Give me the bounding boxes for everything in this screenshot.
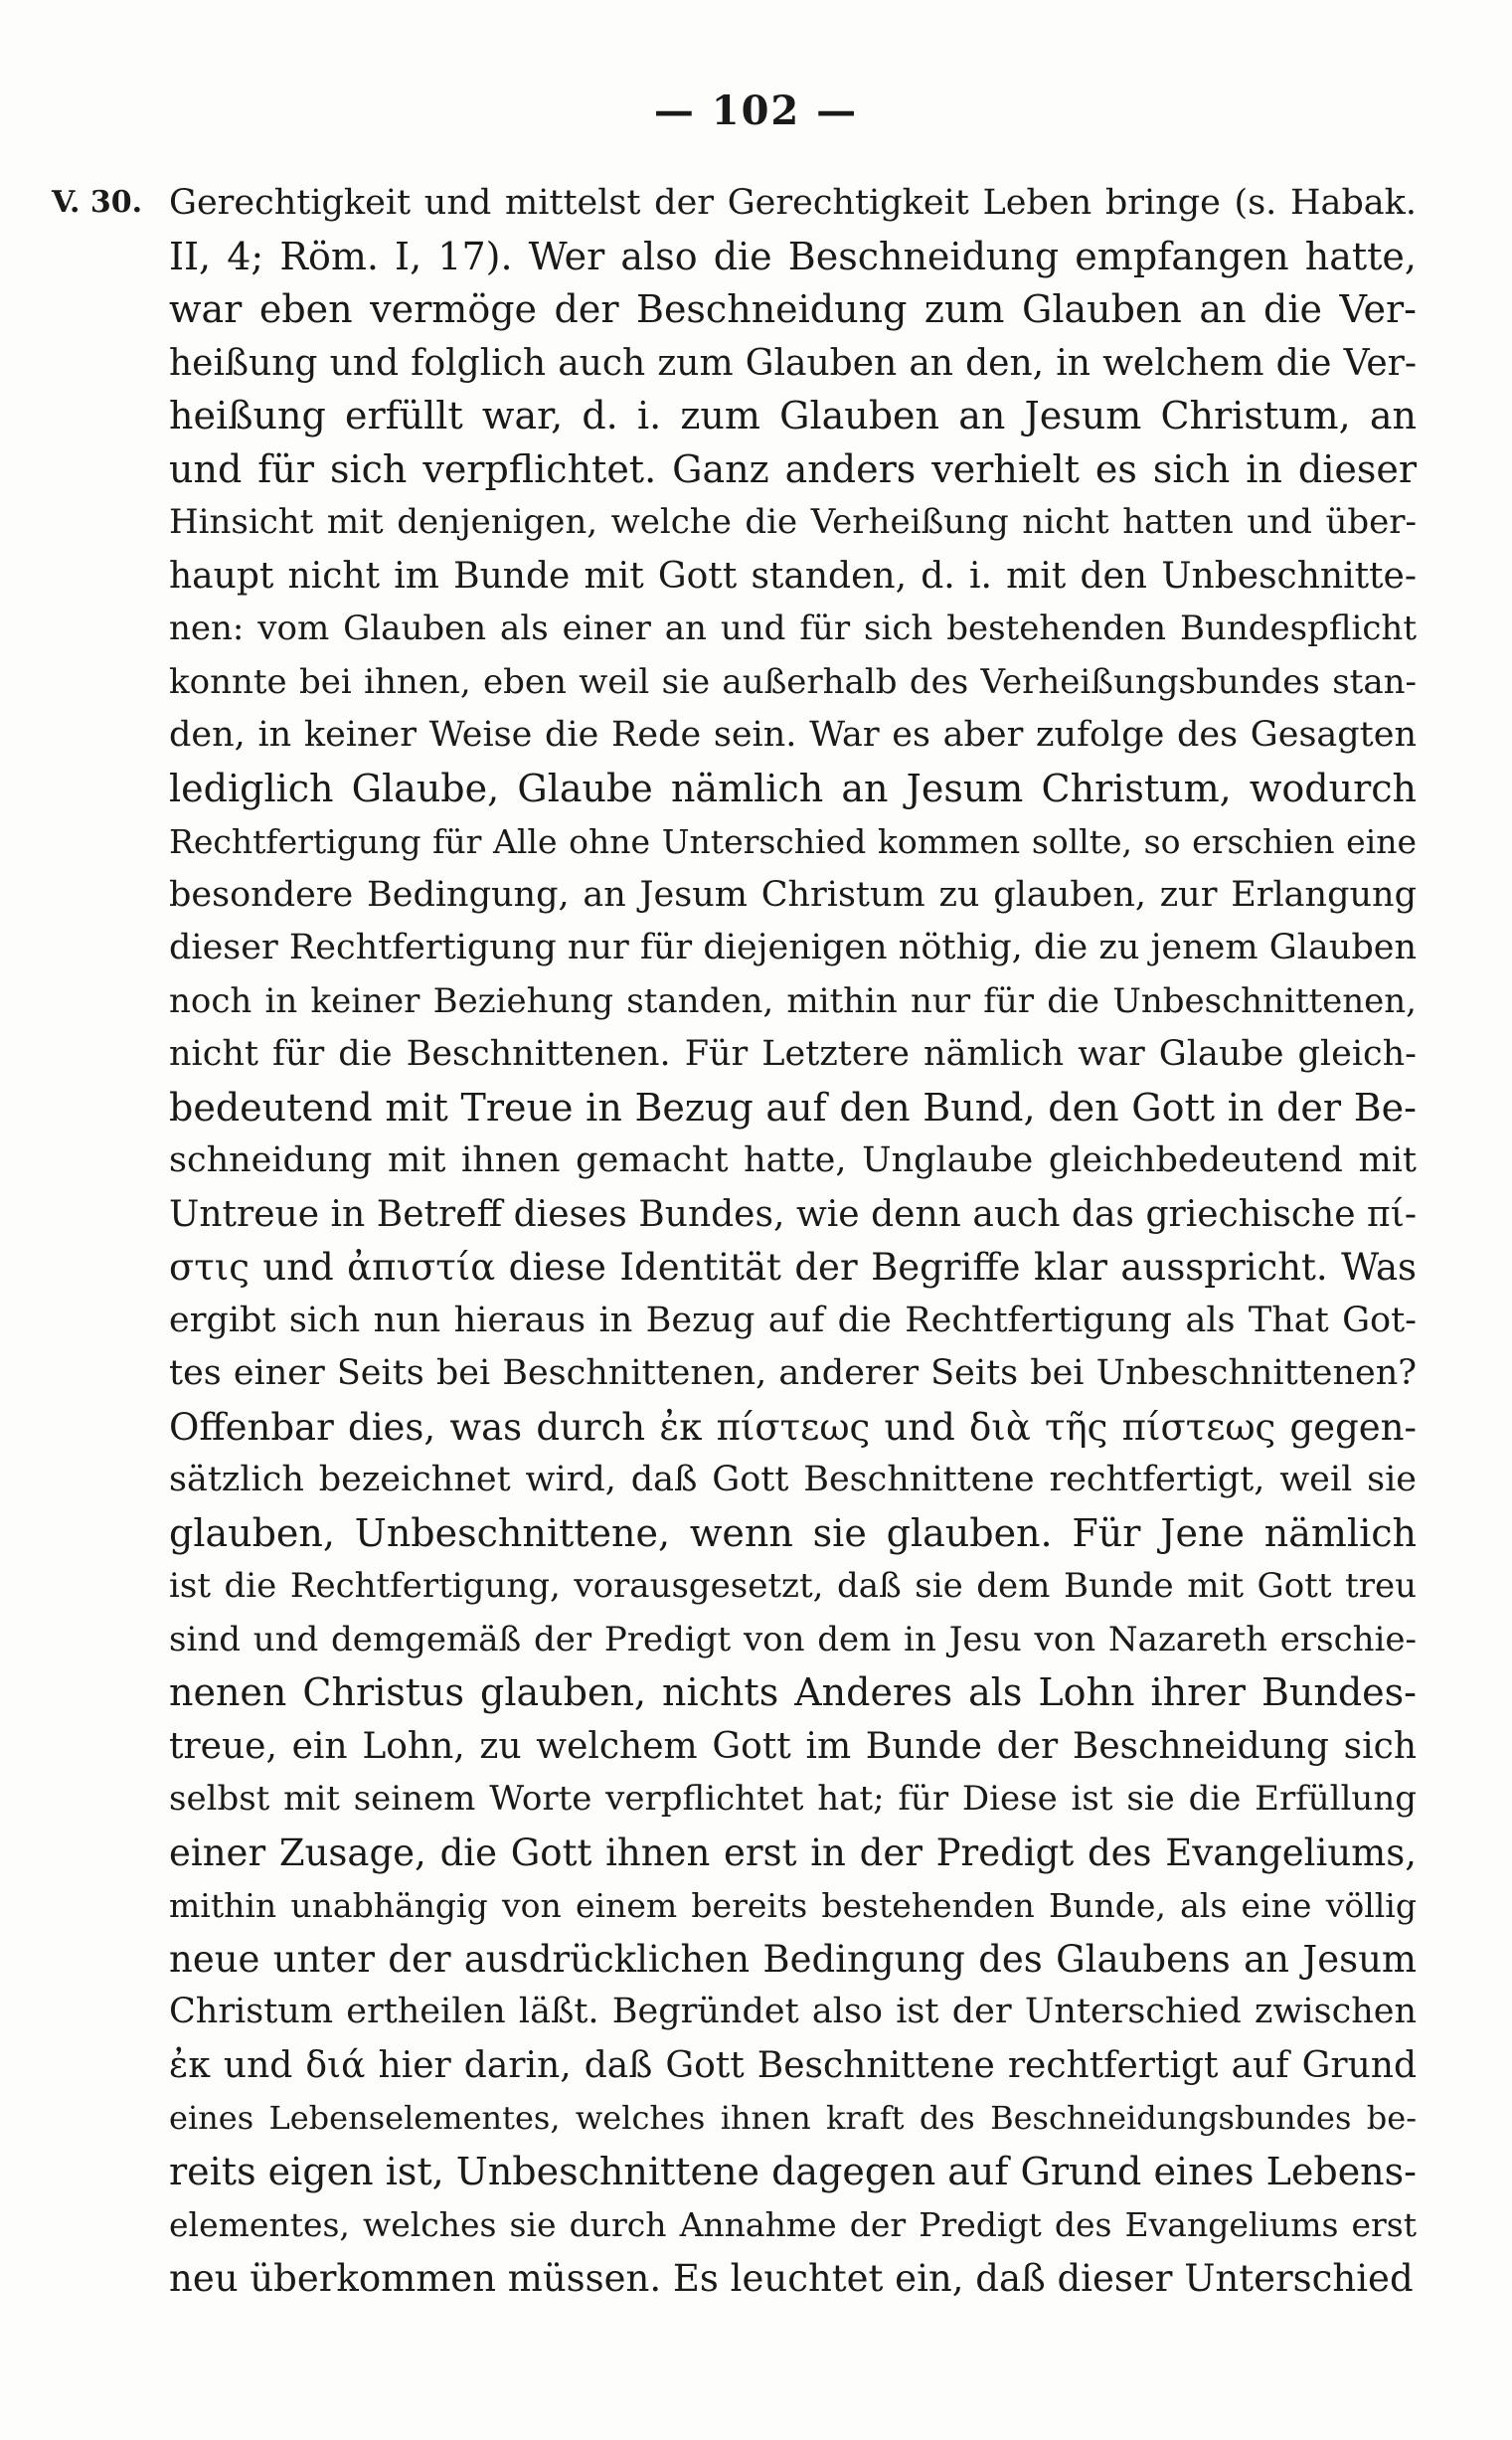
text-line: sind und demgemäß der Predigt von dem in Jesu von Nazareth erschie- — [169, 1619, 1417, 1659]
verse-marker: V. 30. — [52, 185, 143, 220]
text-line: eines Lebenselementes, welches ihnen kraft des Beschneidungsbundes be- — [169, 2099, 1417, 2137]
text-line: ist die Rechtfertigung, vorausgesetzt, daß sie dem Bunde mit Gott treu — [169, 1566, 1417, 1606]
text-line: den, in keiner Weise die Rede sein. War es aber zufolge des Gesagten — [169, 715, 1417, 755]
text-line: haupt nicht im Bunde mit Gott standen, d. i. mit den Unbeschnitte- — [169, 555, 1417, 597]
text-line: ἐκ und διά hier darin, daß Gott Beschnittene rechtfertigt auf Grund — [169, 2044, 1417, 2086]
text-line: nicht für die Beschnittenen. Für Letztere nämlich war Glaube gleich- — [169, 1034, 1417, 1074]
text-line: Untreue in Betreff dieses Bundes, wie denn auch das griechische πί- — [169, 1193, 1417, 1235]
text-line: treue, ein Lohn, zu welchem Gott im Bunde der Beschneidung sich — [169, 1725, 1417, 1767]
text-line: lediglich Glaube, Glaube nämlich an Jesum Christum, wodurch — [169, 766, 1417, 810]
text-line: schneidung mit ihnen gemacht hatte, Unglaube gleichbedeutend mit — [169, 1140, 1417, 1180]
text-line: und für sich verpflichtet. Ganz anders verhielt es sich in dieser — [169, 446, 1417, 491]
text-line: konnte bei ihnen, eben weil sie außerhalb des Verheißungsbundes stan- — [169, 661, 1417, 702]
text-line: einer Zusage, die Gott ihnen erst in der Predigt des Evangeliums, — [169, 1830, 1417, 1874]
text-line: dieser Rechtfertigung nur für diejenigen nöthig, die zu jenem Glauben — [169, 928, 1417, 967]
text-line: bedeutend mit Treue in Bezug auf den Bund, den Gott in der Be- — [169, 1085, 1417, 1130]
text-line: sätzlich bezeichnet wird, daß Gott Beschnittene rechtfertigt, weil sie — [169, 1460, 1417, 1499]
text-line: glauben, Unbeschnittene, wenn sie glauben. Für Jene nämlich — [169, 1510, 1417, 1555]
text-line: neu überkommen müssen. Es leuchtet ein, daß dieser Unterschied — [169, 2256, 1414, 2300]
text-line: tes einer Seits bei Beschnittenen, anderer Seits bei Unbeschnittenen? — [169, 1353, 1417, 1393]
text-line: mithin unabhängig von einem bereits bestehenden Bunde, als eine völlig — [169, 1886, 1417, 1925]
text-line: selbst mit seinem Worte verpflichtet hat; für Diese ist sie die Erfüllung — [169, 1779, 1417, 1819]
text-line: II, 4; Röm. I, 17). Wer also die Beschneidung empfangen hatte, — [169, 234, 1417, 278]
text-line: Christum ertheilen läßt. Begründet also ist der Unterschied zwischen — [169, 1992, 1417, 2031]
text-line: heißung erfüllt war, d. i. zum Glauben an Jesum Christum, an — [169, 394, 1417, 437]
text-line: nenen Christus glauben, nichts Anderes als Lohn ihrer Bundes- — [169, 1670, 1417, 1714]
text-line: ergibt sich nun hieraus in Bezug auf die Rechtfertigung als That Got- — [169, 1300, 1417, 1340]
text-line: war eben vermöge der Beschneidung zum Glauben an die Ver- — [169, 287, 1417, 331]
text-line: Offenbar dies, was durch ἐκ πίστεως und διὰ τῆς πίστεως gegen- — [169, 1405, 1417, 1449]
text-line: heißung und folglich auch zum Glauben an den, in welchem die Ver- — [169, 342, 1417, 384]
text-line: Hinsicht mit denjenigen, welche die Verheißung nicht hatten und über- — [169, 502, 1417, 542]
body-text — [169, 177, 1417, 2305]
text-line: neue unter der ausdrücklichen Bedingung des Glaubens an Jesum — [169, 1937, 1417, 1981]
text-line: στις und ἀπιστία diese Identität der Begriffe klar ausspricht. Was — [169, 1246, 1417, 1289]
page-number: — 102 — — [653, 87, 859, 134]
text-line: noch in keiner Beziehung standen, mithin nur für die Unbeschnittenen, — [169, 980, 1417, 1021]
text-line: Gerechtigkeit und mittelst der Gerechtigkeit Leben bringe (s. Habak. — [169, 183, 1417, 223]
text-line: Rechtfertigung für Alle ohne Unterschied kommen sollte, so erschien eine — [169, 822, 1417, 861]
text-line: elementes, welches sie durch Annahme der Predigt des Evangeliums erst — [169, 2205, 1417, 2244]
text-line: besondere Bedingung, an Jesum Christum zu glauben, zur Erlangung — [169, 874, 1417, 915]
text-line: nen: vom Glauben als einer an und für sich bestehenden Bundespflicht — [169, 609, 1417, 648]
text-line: reits eigen ist, Unbeschnittene dagegen auf Grund eines Lebens- — [169, 2149, 1417, 2193]
